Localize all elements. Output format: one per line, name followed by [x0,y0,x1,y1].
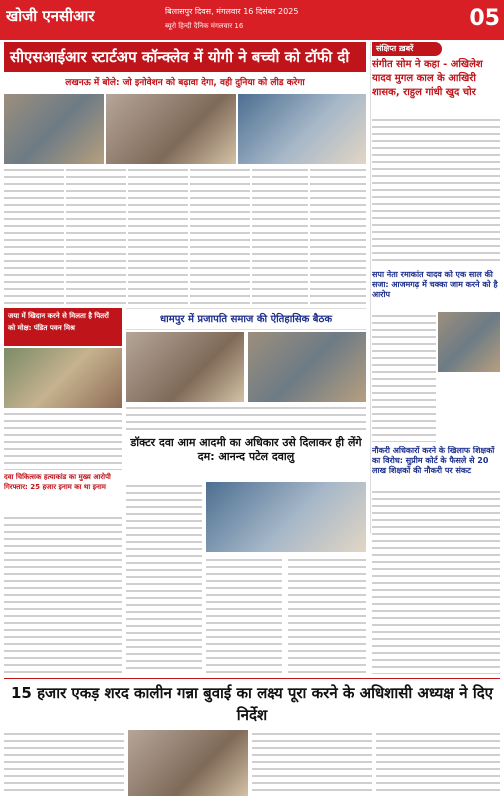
right-headline: संगीत सोम ने कहा - अखिलेश यादव मुगल काल के आखिरी शासक, राहुल गांधी खुद चोर [372,59,483,98]
story3-body [4,514,122,674]
lead-headline: सीएसआईआर स्टार्टअप कॉन्क्लेव में योगी ने बच्ची को टॉफी दी [4,42,366,72]
date-line: बिलासपुर दिवस, मंगलवार 16 दिसंबर 2025 [165,7,299,16]
story4-headline: धामपुर में प्रजापति समाज की ऐतिहासिक बैठक [126,308,366,330]
story2-body [4,410,122,470]
right-story2-photo [438,312,500,372]
right-story1-body [372,116,500,266]
lead-body-col6 [310,166,366,306]
story5-photo [206,482,366,552]
right-story2-headline: सपा नेता रमाकांत यादव को एक साल की सजा: आजमगढ़ में चक्का जाम करने को है आरोप [372,270,498,299]
lead-body-col3 [128,166,188,306]
story4-body [126,404,366,434]
right-story3-headline: नौकरी अधिकारों करने के खिलाफ शिक्षकों का विरोध: सुप्रीम कोर्ट के फैसले से 20 लाख शिक्षकों की नौकरी पर संकट [372,446,495,475]
newspaper-name: खोजी एनसीआर [6,7,95,25]
divider [4,678,500,679]
bottom-body-col2 [252,730,372,796]
right-story3-body [372,488,500,674]
lead-photo-right [238,94,366,164]
lead-body-col4 [190,166,250,306]
bottom-photo [128,730,248,796]
brief-news-tag: संक्षिप्त ख़बरें [372,42,442,56]
page-number: 05 [469,6,500,31]
story2-headline: जया में खिदान करने से मिलता है पितरों को मोक्ष: पंडित पवन मिश्र [4,308,122,346]
right-story2-body [372,312,436,442]
web-line: ब्यूरो हिन्दी दैनिक मंगलवार 16 [165,22,244,30]
lead-body-col5 [252,166,308,306]
story5-body-col3 [288,556,366,674]
story5-body-col2 [206,556,282,674]
story3-headline: दवा चिकित्सक हत्याकांड का मुख्य आरोपी गिरफ्तार: 25 हजार इनाम का था इनाम [4,473,111,491]
lead-body-col1 [4,166,64,306]
lead-body-col2 [66,166,126,306]
story4-photo-right [248,332,366,402]
bottom-headline: 15 हजार एकड़ शरद कालीन गन्ना बुवाई का लक्ष्य पूरा करने के अधिशासी अध्यक्ष ने दिए निर्देश [11,684,493,724]
story2-photo [4,348,122,408]
story5-body-col1 [126,482,202,674]
lead-photo-center [106,94,236,164]
lead-subhead: लखनऊ में बोले: जो इनोवेशन को बढ़ावा देगा, वही दुनिया को लीड करेगा [65,78,305,88]
story4-photo-left [126,332,244,402]
bottom-body-col1 [4,730,124,796]
lead-photo-left [4,94,104,164]
story5-headline: डॉक्टर दवा आम आदमी का अधिकार उसे दिलाकर ही लेंगे दम: आनन्द पटेल दवालु [130,436,362,463]
bottom-body-col3 [376,730,500,796]
